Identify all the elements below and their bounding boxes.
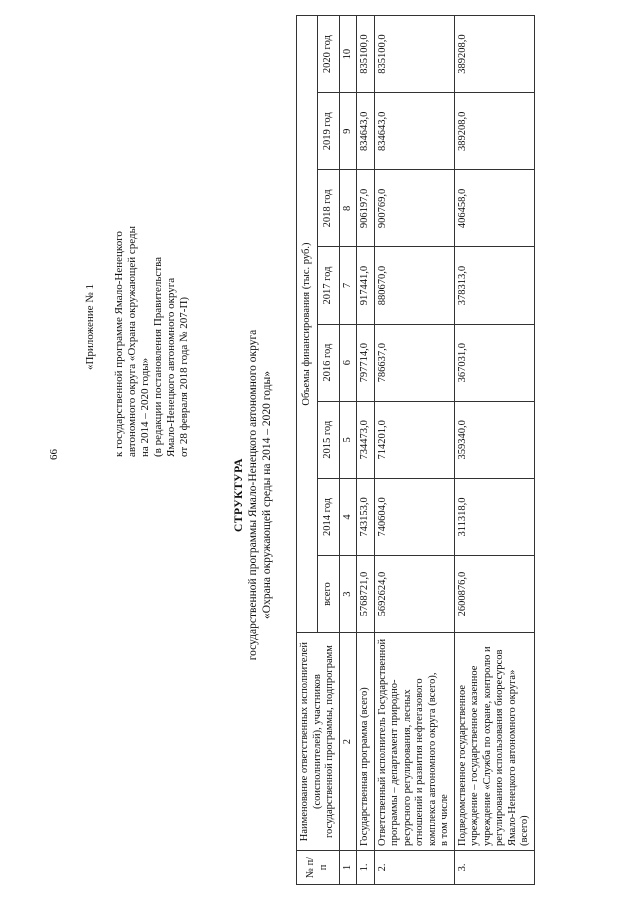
column-number: 2	[339, 633, 357, 851]
value-2019: 834643,0	[374, 93, 454, 170]
title-main: СТРУКТУРА	[233, 458, 245, 532]
value-2017: 917441,0	[357, 247, 375, 324]
row-number: 1.	[357, 850, 375, 884]
appendix-line: к государственной программе Ямало-Ненецкого	[113, 231, 125, 457]
table-row	[454, 16, 534, 885]
value-2016: 367031,0	[454, 324, 534, 401]
header-name: Наименование ответственных исполнителей (соисполнителей), участников государственной программы, подпрограмм	[297, 633, 340, 851]
header-year: 2015 год	[318, 401, 339, 478]
document-title	[232, 235, 274, 755]
column-number: 6	[339, 324, 357, 401]
column-number-row	[339, 16, 357, 885]
value-2020: 835100,0	[374, 16, 454, 93]
row-name: Ответственный исполнитель Государственной программы – департамент природно-ресурсного регулирования, лесных отношений и развития нефтегазового комплекса автономного округа (всего),	[376, 638, 438, 846]
row-name: Подведомственное государственное учреждение – государственное казенное учреждение «Служба по охране, контролю и регулированию использования биоресурсов Ямало-Ненецкого автономного округа» (всего)	[454, 633, 534, 851]
value-2015: 734473,0	[357, 401, 375, 478]
row-name-extra: в том числе	[439, 794, 450, 846]
appendix-line: Ямало-Ненецкого автономного округа	[165, 277, 177, 457]
header-year: 2017 год	[318, 247, 339, 324]
appendix-line: от 28 февраля 2018 года № 207-П)	[178, 296, 190, 457]
page-number: 66	[48, 449, 60, 460]
value-2015: 714201,0	[374, 401, 454, 478]
column-number: 7	[339, 247, 357, 324]
appendix-line: (в редакции постановления Правительства	[152, 256, 164, 457]
header-total: всего	[318, 556, 339, 633]
column-number: 9	[339, 93, 357, 170]
value-2019: 389208,0	[454, 93, 534, 170]
row-number: 3.	[454, 850, 534, 884]
value-2017: 378313,0	[454, 247, 534, 324]
row-name: Государственная программа (всего)	[357, 633, 375, 851]
header-no: № п/п	[297, 850, 340, 884]
title-line: государственной программы Ямало-Ненецкого автономного округа	[247, 329, 259, 661]
column-number: 10	[339, 16, 357, 93]
column-number: 1	[339, 850, 357, 884]
value-2019: 834643,0	[357, 93, 375, 170]
value-total: 5692624,0	[374, 556, 454, 633]
header-row	[297, 16, 318, 885]
value-2020: 389208,0	[454, 16, 534, 93]
value-2018: 906197,0	[357, 170, 375, 247]
value-total: 2600876,0	[454, 556, 534, 633]
table-row	[374, 16, 454, 885]
row-name-cell	[374, 633, 454, 851]
row-number: 2.	[374, 850, 454, 884]
header-year: 2018 год	[318, 170, 339, 247]
value-2016: 797714,0	[357, 324, 375, 401]
column-number: 8	[339, 170, 357, 247]
value-2014: 311318,0	[454, 478, 534, 555]
value-2016: 786637,0	[374, 324, 454, 401]
value-2014: 740604,0	[374, 478, 454, 555]
value-total: 5768721,0	[357, 556, 375, 633]
header-funding: Объемы финансирования (тыс. руб.)	[297, 16, 318, 633]
value-2017: 880670,0	[374, 247, 454, 324]
column-number: 3	[339, 556, 357, 633]
column-number: 4	[339, 478, 357, 555]
appendix-line: на 2014 – 2020 годы»	[139, 357, 151, 457]
value-2015: 359340,0	[454, 401, 534, 478]
header-year: 2014 год	[318, 478, 339, 555]
header-year: 2019 год	[318, 93, 339, 170]
column-number: 5	[339, 401, 357, 478]
appendix-heading: «Приложение № 1	[84, 283, 96, 371]
value-2020: 835100,0	[357, 16, 375, 93]
value-2014: 743153,0	[357, 478, 375, 555]
value-2018: 406458,0	[454, 170, 534, 247]
header-year: 2016 год	[318, 324, 339, 401]
value-2018: 900769,0	[374, 170, 454, 247]
header-year: 2020 год	[318, 16, 339, 93]
appendix-line: автономного округа «Охрана окружающей среды	[126, 225, 138, 457]
title-line: «Охрана окружающей среды на 2014 – 2020 годы»	[261, 371, 273, 619]
table-row	[357, 16, 375, 885]
appendix-block	[84, 197, 191, 457]
structure-table	[296, 15, 535, 885]
